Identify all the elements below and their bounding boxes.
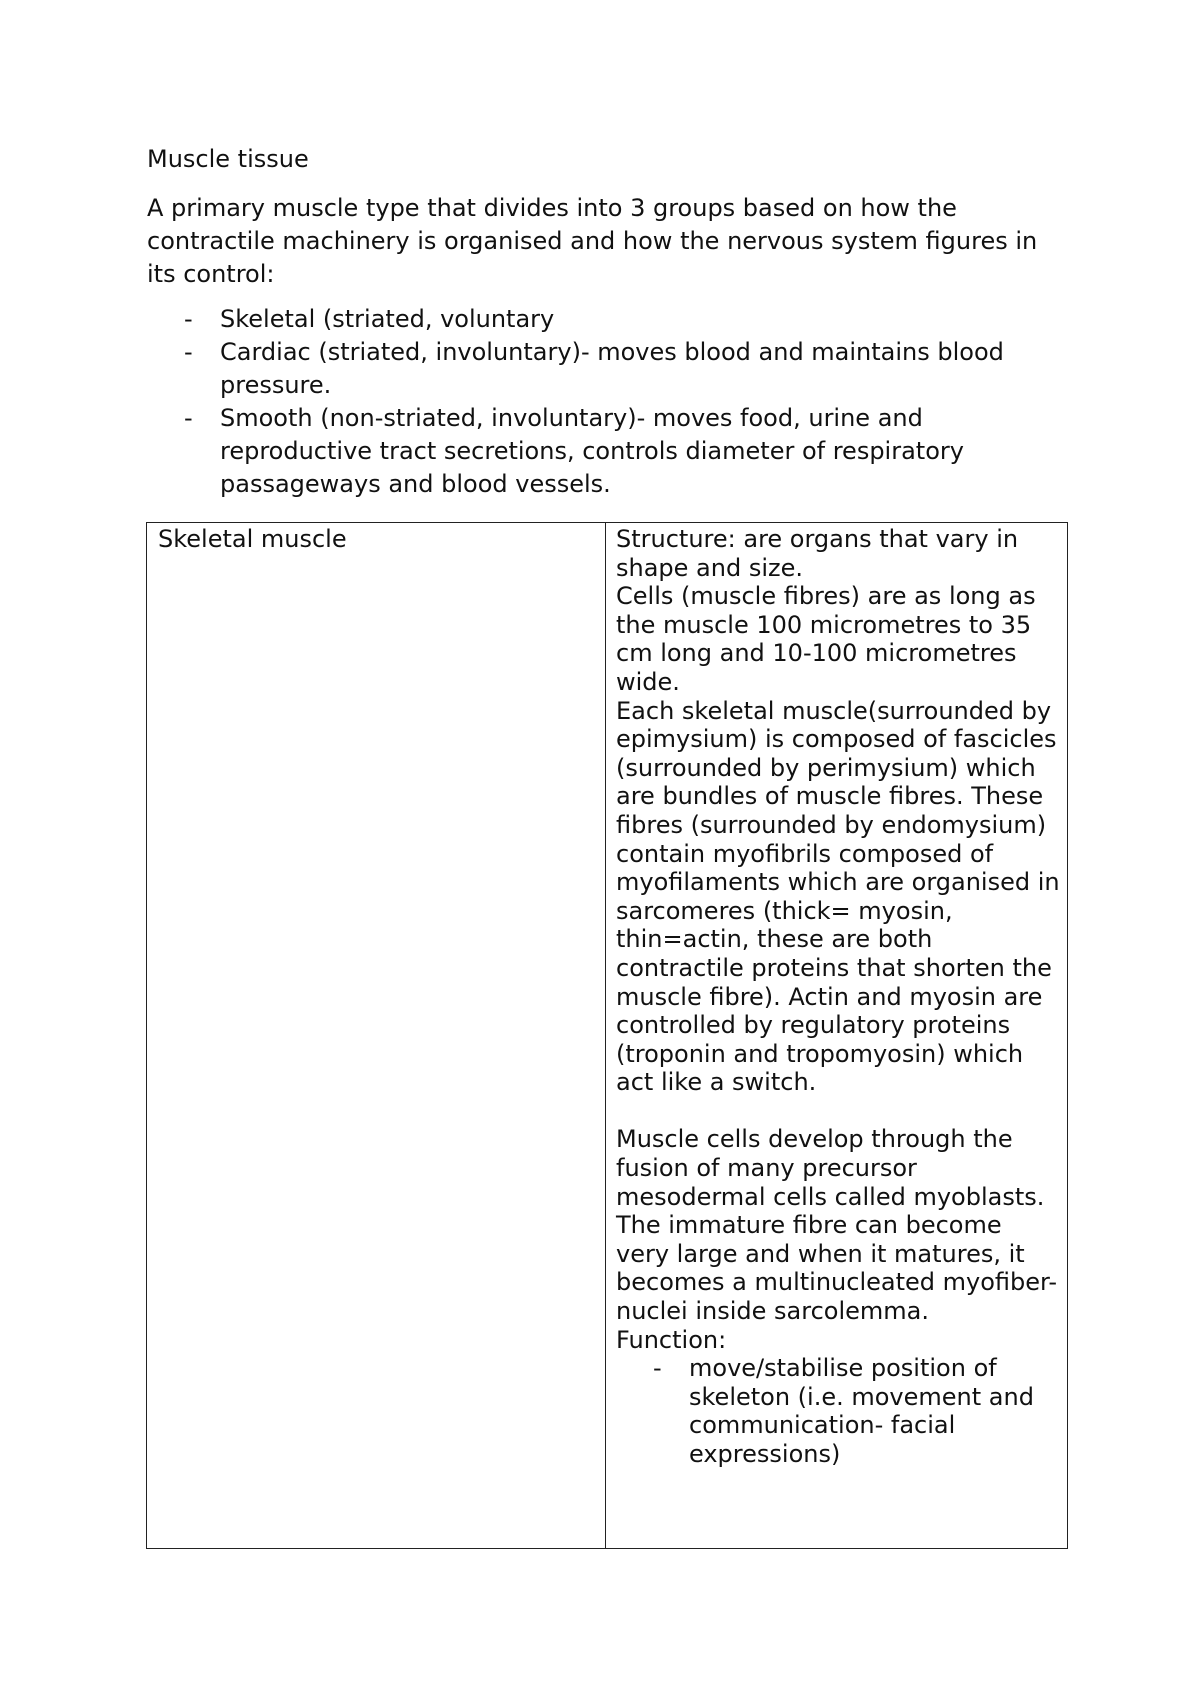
document-body <box>147 143 1067 501</box>
cells-paragraph: Cells (muscle fibres) are as long as the muscle 100 micrometres to 35 cm long and 10-100 micrometres wide. <box>616 582 1036 696</box>
muscle-types-list <box>147 303 1067 501</box>
muscle-table <box>146 522 1068 1549</box>
bullet-dash: - <box>653 1354 662 1383</box>
bullet-dash: - <box>184 338 193 366</box>
list-item <box>616 1354 1061 1468</box>
list-item <box>147 303 1067 336</box>
list-item <box>147 336 1067 402</box>
muscle-type-cardiac: Cardiac (striated, involuntary)- moves blood and maintains blood pressure. <box>220 338 1004 399</box>
functions-list <box>616 1354 1061 1468</box>
intro-paragraph: A primary muscle type that divides into 3 groups based on how the contractile machinery is organised and how the nervous system figures in its control: <box>147 194 1038 288</box>
composition-paragraph: Each skeletal muscle(surrounded by epimysium) is composed of fascicles (surrounded by perimysium) which are bundles of muscle fibres. These fibres (surrounded by endomysium) contain myofibrils composed of myofilaments which are organised in sarcomeres (thick= myosin, thin=actin, these are both contractile proteins that shorten the muscle fibre). Actin and myosin are controlled by regulatory proteins (troponin and tropomyosin) which act like a switch. <box>616 696 1060 1097</box>
list-item <box>147 402 1067 501</box>
muscle-type-skeletal: Skeletal (striated, voluntary <box>220 305 555 333</box>
table-cell-heading: Skeletal muscle <box>158 525 347 553</box>
bullet-dash: - <box>184 305 193 333</box>
structure-paragraph: Structure: are organs that vary in shape and size. <box>616 525 1019 582</box>
function-item: move/stabilise position of skeleton (i.e. movement and communication- facial expressions) <box>689 1354 1034 1468</box>
paragraph-spacer <box>616 1097 1061 1126</box>
bullet-dash: - <box>184 404 193 432</box>
table-column-divider <box>605 523 606 1548</box>
function-label: Function: <box>616 1325 727 1354</box>
page-title: Muscle tissue <box>147 145 309 173</box>
table-cell-description <box>616 525 1061 1469</box>
development-paragraph: Muscle cells develop through the fusion of many precursor mesodermal cells called myoblasts. The immature fibre can become very large and when it matures, it becomes a multinucleated myofiber- nuclei inside sarcolemma. <box>616 1125 1057 1326</box>
muscle-type-smooth: Smooth (non-striated, involuntary)- moves food, urine and reproductive tract secretions, controls diameter of respiratory passageways and blood vessels. <box>220 404 964 498</box>
